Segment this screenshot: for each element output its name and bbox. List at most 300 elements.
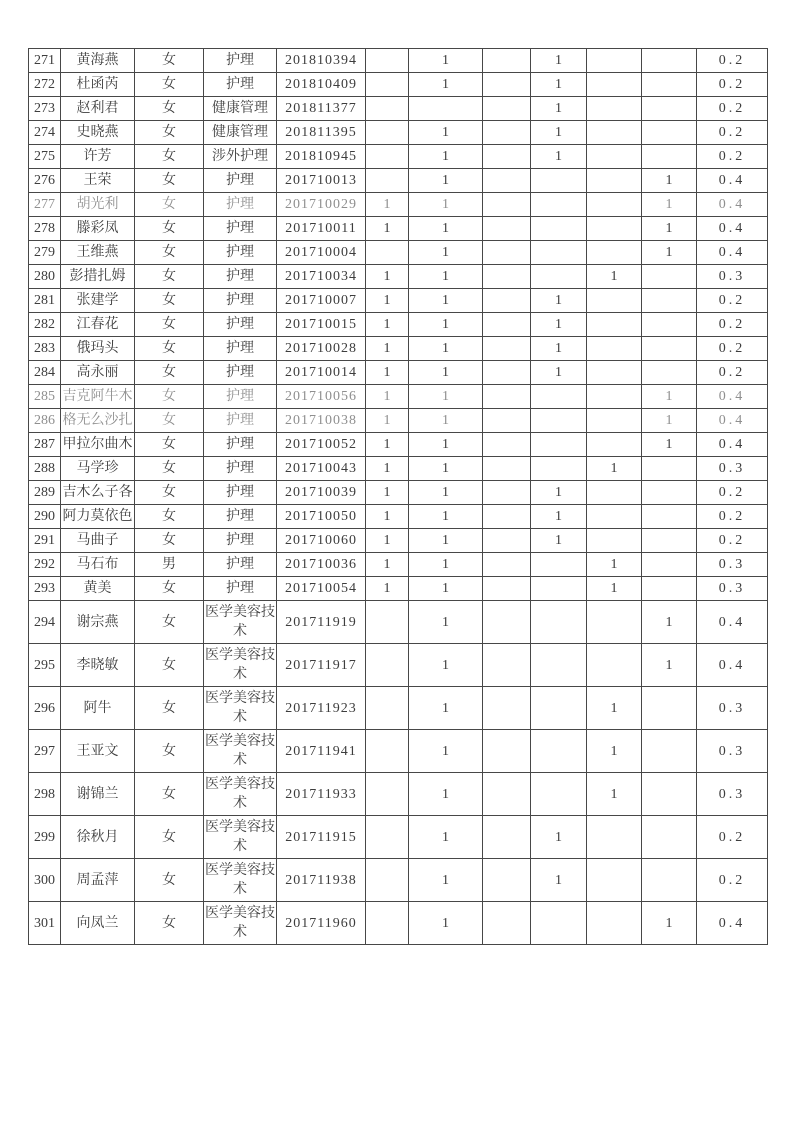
mark-cell-3: [483, 241, 531, 265]
mark-cell-5: [587, 505, 642, 529]
mark-cell-3: [483, 902, 531, 945]
mark-cell-6: 1: [642, 601, 697, 644]
row-number-cell: 291: [29, 529, 61, 553]
mark-cell-3: [483, 529, 531, 553]
mark-cell-4: 1: [531, 145, 587, 169]
student-id-cell: 201711919: [277, 601, 366, 644]
mark-cell-1: 1: [366, 433, 409, 457]
mark-cell-1: [366, 902, 409, 945]
student-name-cell: 甲拉尔曲木: [61, 433, 135, 457]
mark-cell-5: 1: [587, 457, 642, 481]
mark-cell-5: 1: [587, 730, 642, 773]
table-row: [29, 145, 768, 169]
mark-cell-5: [587, 97, 642, 121]
student-id-cell: 201710060: [277, 529, 366, 553]
mark-cell-5: [587, 49, 642, 73]
student-id-cell: 201710054: [277, 577, 366, 601]
score-cell: 0.4: [697, 902, 768, 945]
student-id-cell: 201711915: [277, 816, 366, 859]
score-cell: 0.4: [697, 433, 768, 457]
mark-cell-1: 1: [366, 337, 409, 361]
gender-cell: 女: [135, 169, 204, 193]
student-name-cell: 马曲子: [61, 529, 135, 553]
mark-cell-4: [531, 217, 587, 241]
mark-cell-1: 1: [366, 553, 409, 577]
mark-cell-4: 1: [531, 859, 587, 902]
row-number-cell: 298: [29, 773, 61, 816]
student-name-cell: 周孟萍: [61, 859, 135, 902]
mark-cell-2: 1: [409, 385, 483, 409]
mark-cell-3: [483, 687, 531, 730]
student-name-cell: 王荣: [61, 169, 135, 193]
mark-cell-2: 1: [409, 121, 483, 145]
student-id-cell: 201711938: [277, 859, 366, 902]
row-number-cell: 293: [29, 577, 61, 601]
gender-cell: 女: [135, 601, 204, 644]
mark-cell-2: 1: [409, 457, 483, 481]
mark-cell-2: 1: [409, 313, 483, 337]
mark-cell-5: 1: [587, 687, 642, 730]
row-number-cell: 286: [29, 409, 61, 433]
mark-cell-2: 1: [409, 644, 483, 687]
table-row: [29, 169, 768, 193]
mark-cell-5: [587, 529, 642, 553]
mark-cell-1: 1: [366, 217, 409, 241]
mark-cell-4: [531, 385, 587, 409]
gender-cell: 女: [135, 505, 204, 529]
mark-cell-2: 1: [409, 49, 483, 73]
major-cell: 护理: [204, 505, 277, 529]
mark-cell-2: 1: [409, 902, 483, 945]
student-id-cell: 201710052: [277, 433, 366, 457]
student-id-cell: 201711941: [277, 730, 366, 773]
mark-cell-6: [642, 687, 697, 730]
mark-cell-4: [531, 193, 587, 217]
gender-cell: 女: [135, 730, 204, 773]
mark-cell-4: 1: [531, 481, 587, 505]
mark-cell-1: [366, 145, 409, 169]
student-id-cell: 201710056: [277, 385, 366, 409]
mark-cell-5: [587, 145, 642, 169]
mark-cell-5: [587, 859, 642, 902]
gender-cell: 女: [135, 73, 204, 97]
mark-cell-4: 1: [531, 49, 587, 73]
mark-cell-1: [366, 241, 409, 265]
mark-cell-1: [366, 73, 409, 97]
table-row: [29, 816, 768, 859]
row-number-cell: 296: [29, 687, 61, 730]
table-row: [29, 601, 768, 644]
mark-cell-1: [366, 816, 409, 859]
student-name-cell: 李晓敏: [61, 644, 135, 687]
student-name-cell: 高永丽: [61, 361, 135, 385]
score-cell: 0.2: [697, 73, 768, 97]
mark-cell-3: [483, 816, 531, 859]
mark-cell-5: [587, 385, 642, 409]
student-id-cell: 201810409: [277, 73, 366, 97]
mark-cell-6: [642, 337, 697, 361]
mark-cell-2: 1: [409, 193, 483, 217]
table-row: [29, 193, 768, 217]
table-row: [29, 97, 768, 121]
score-cell: 0.2: [697, 97, 768, 121]
score-cell: 0.2: [697, 816, 768, 859]
table-row: [29, 241, 768, 265]
gender-cell: 女: [135, 773, 204, 816]
major-cell: 护理: [204, 385, 277, 409]
major-cell: 涉外护理: [204, 145, 277, 169]
table-row: [29, 529, 768, 553]
mark-cell-3: [483, 217, 531, 241]
mark-cell-1: [366, 773, 409, 816]
mark-cell-2: 1: [409, 577, 483, 601]
mark-cell-2: 1: [409, 816, 483, 859]
mark-cell-2: 1: [409, 687, 483, 730]
mark-cell-1: 1: [366, 409, 409, 433]
mark-cell-4: 1: [531, 816, 587, 859]
row-number-cell: 292: [29, 553, 61, 577]
table-body: [29, 49, 768, 945]
mark-cell-1: 1: [366, 385, 409, 409]
score-cell: 0.4: [697, 169, 768, 193]
mark-cell-3: [483, 193, 531, 217]
major-cell: 护理: [204, 457, 277, 481]
major-cell: 医学美容技术: [204, 601, 277, 644]
mark-cell-1: 1: [366, 481, 409, 505]
row-number-cell: 288: [29, 457, 61, 481]
mark-cell-4: 1: [531, 121, 587, 145]
student-name-cell: 彭措扎姆: [61, 265, 135, 289]
gender-cell: 女: [135, 529, 204, 553]
mark-cell-5: [587, 481, 642, 505]
row-number-cell: 279: [29, 241, 61, 265]
major-cell: 医学美容技术: [204, 644, 277, 687]
mark-cell-3: [483, 553, 531, 577]
student-id-cell: 201710007: [277, 289, 366, 313]
table-row: [29, 773, 768, 816]
student-name-cell: 史晓燕: [61, 121, 135, 145]
table-row: [29, 385, 768, 409]
mark-cell-6: [642, 313, 697, 337]
row-number-cell: 281: [29, 289, 61, 313]
mark-cell-5: [587, 217, 642, 241]
gender-cell: 女: [135, 481, 204, 505]
student-name-cell: 赵利君: [61, 97, 135, 121]
mark-cell-4: 1: [531, 73, 587, 97]
student-name-cell: 许芳: [61, 145, 135, 169]
mark-cell-2: 1: [409, 481, 483, 505]
student-id-cell: 201710043: [277, 457, 366, 481]
student-name-cell: 滕彩凤: [61, 217, 135, 241]
gender-cell: 女: [135, 902, 204, 945]
mark-cell-3: [483, 337, 531, 361]
mark-cell-5: [587, 313, 642, 337]
row-number-cell: 273: [29, 97, 61, 121]
student-name-cell: 向凤兰: [61, 902, 135, 945]
mark-cell-6: 1: [642, 193, 697, 217]
gender-cell: 女: [135, 193, 204, 217]
score-cell: 0.4: [697, 193, 768, 217]
mark-cell-6: 1: [642, 644, 697, 687]
mark-cell-1: 1: [366, 577, 409, 601]
mark-cell-3: [483, 859, 531, 902]
score-cell: 0.2: [697, 145, 768, 169]
major-cell: 医学美容技术: [204, 773, 277, 816]
gender-cell: 女: [135, 121, 204, 145]
row-number-cell: 271: [29, 49, 61, 73]
student-name-cell: 王维燕: [61, 241, 135, 265]
mark-cell-6: [642, 577, 697, 601]
mark-cell-3: [483, 385, 531, 409]
major-cell: 护理: [204, 73, 277, 97]
student-name-cell: 杜函芮: [61, 73, 135, 97]
student-name-cell: 阿牛: [61, 687, 135, 730]
major-cell: 医学美容技术: [204, 816, 277, 859]
mark-cell-5: [587, 169, 642, 193]
mark-cell-6: 1: [642, 433, 697, 457]
mark-cell-3: [483, 145, 531, 169]
major-cell: 护理: [204, 193, 277, 217]
mark-cell-5: 1: [587, 577, 642, 601]
mark-cell-4: [531, 553, 587, 577]
major-cell: 医学美容技术: [204, 687, 277, 730]
student-name-cell: 马学珍: [61, 457, 135, 481]
table-row: [29, 859, 768, 902]
mark-cell-1: 1: [366, 289, 409, 313]
mark-cell-6: [642, 73, 697, 97]
mark-cell-6: [642, 481, 697, 505]
major-cell: 护理: [204, 529, 277, 553]
table-row: [29, 49, 768, 73]
mark-cell-2: 1: [409, 217, 483, 241]
mark-cell-1: [366, 687, 409, 730]
major-cell: 护理: [204, 169, 277, 193]
mark-cell-3: [483, 644, 531, 687]
student-id-cell: 201710038: [277, 409, 366, 433]
mark-cell-2: [409, 97, 483, 121]
mark-cell-2: 1: [409, 169, 483, 193]
mark-cell-2: 1: [409, 505, 483, 529]
row-number-cell: 276: [29, 169, 61, 193]
student-id-cell: 201811377: [277, 97, 366, 121]
mark-cell-6: [642, 49, 697, 73]
mark-cell-5: [587, 601, 642, 644]
mark-cell-5: 1: [587, 553, 642, 577]
mark-cell-6: 1: [642, 409, 697, 433]
student-name-cell: 张建学: [61, 289, 135, 313]
row-number-cell: 297: [29, 730, 61, 773]
row-number-cell: 278: [29, 217, 61, 241]
mark-cell-4: [531, 433, 587, 457]
major-cell: 护理: [204, 313, 277, 337]
mark-cell-6: [642, 457, 697, 481]
score-cell: 0.2: [697, 859, 768, 902]
mark-cell-2: 1: [409, 145, 483, 169]
mark-cell-1: [366, 49, 409, 73]
mark-cell-3: [483, 505, 531, 529]
mark-cell-6: 1: [642, 241, 697, 265]
student-name-cell: 胡光利: [61, 193, 135, 217]
student-name-cell: 黄美: [61, 577, 135, 601]
mark-cell-3: [483, 361, 531, 385]
row-number-cell: 300: [29, 859, 61, 902]
mark-cell-3: [483, 289, 531, 313]
gender-cell: 女: [135, 816, 204, 859]
score-cell: 0.4: [697, 385, 768, 409]
gender-cell: 女: [135, 859, 204, 902]
student-id-cell: 201710039: [277, 481, 366, 505]
major-cell: 健康管理: [204, 97, 277, 121]
major-cell: 护理: [204, 409, 277, 433]
mark-cell-3: [483, 409, 531, 433]
row-number-cell: 299: [29, 816, 61, 859]
mark-cell-6: [642, 553, 697, 577]
mark-cell-1: [366, 97, 409, 121]
student-id-cell: 201710011: [277, 217, 366, 241]
mark-cell-6: [642, 816, 697, 859]
row-number-cell: 277: [29, 193, 61, 217]
mark-cell-3: [483, 730, 531, 773]
mark-cell-1: 1: [366, 193, 409, 217]
mark-cell-4: [531, 577, 587, 601]
mark-cell-6: [642, 505, 697, 529]
mark-cell-6: [642, 730, 697, 773]
major-cell: 医学美容技术: [204, 859, 277, 902]
mark-cell-2: 1: [409, 529, 483, 553]
mark-cell-2: 1: [409, 265, 483, 289]
student-id-cell: 201710029: [277, 193, 366, 217]
mark-cell-3: [483, 457, 531, 481]
major-cell: 护理: [204, 361, 277, 385]
score-cell: 0.4: [697, 409, 768, 433]
major-cell: 护理: [204, 49, 277, 73]
mark-cell-4: 1: [531, 313, 587, 337]
major-cell: 护理: [204, 433, 277, 457]
mark-cell-4: [531, 687, 587, 730]
table-row: [29, 289, 768, 313]
gender-cell: 女: [135, 313, 204, 337]
major-cell: 护理: [204, 553, 277, 577]
table-row: [29, 313, 768, 337]
gender-cell: 女: [135, 385, 204, 409]
student-name-cell: 俄玛头: [61, 337, 135, 361]
table-row: [29, 644, 768, 687]
score-cell: 0.2: [697, 361, 768, 385]
mark-cell-4: [531, 644, 587, 687]
mark-cell-6: 1: [642, 902, 697, 945]
row-number-cell: 284: [29, 361, 61, 385]
gender-cell: 女: [135, 577, 204, 601]
mark-cell-6: [642, 97, 697, 121]
mark-cell-5: 1: [587, 265, 642, 289]
table-row: [29, 361, 768, 385]
mark-cell-3: [483, 169, 531, 193]
mark-cell-1: [366, 644, 409, 687]
student-name-cell: 阿力莫依色: [61, 505, 135, 529]
student-name-cell: 格无么沙扎: [61, 409, 135, 433]
student-name-cell: 王亚文: [61, 730, 135, 773]
mark-cell-5: [587, 121, 642, 145]
student-id-cell: 201710004: [277, 241, 366, 265]
gender-cell: 女: [135, 289, 204, 313]
mark-cell-2: 1: [409, 730, 483, 773]
major-cell: 护理: [204, 241, 277, 265]
mark-cell-4: [531, 902, 587, 945]
table-row: [29, 457, 768, 481]
row-number-cell: 287: [29, 433, 61, 457]
score-cell: 0.2: [697, 313, 768, 337]
mark-cell-6: 1: [642, 385, 697, 409]
mark-cell-3: [483, 121, 531, 145]
mark-cell-4: 1: [531, 337, 587, 361]
gender-cell: 女: [135, 49, 204, 73]
score-cell: 0.2: [697, 481, 768, 505]
student-name-cell: 谢锦兰: [61, 773, 135, 816]
score-cell: 0.3: [697, 687, 768, 730]
row-number-cell: 283: [29, 337, 61, 361]
mark-cell-3: [483, 97, 531, 121]
score-cell: 0.2: [697, 529, 768, 553]
student-id-cell: 201811395: [277, 121, 366, 145]
mark-cell-5: [587, 816, 642, 859]
score-cell: 0.3: [697, 457, 768, 481]
score-cell: 0.4: [697, 601, 768, 644]
gender-cell: 男: [135, 553, 204, 577]
mark-cell-3: [483, 433, 531, 457]
gender-cell: 女: [135, 409, 204, 433]
score-cell: 0.2: [697, 49, 768, 73]
row-number-cell: 294: [29, 601, 61, 644]
row-number-cell: 272: [29, 73, 61, 97]
mark-cell-2: 1: [409, 433, 483, 457]
mark-cell-3: [483, 265, 531, 289]
mark-cell-5: [587, 409, 642, 433]
row-number-cell: 282: [29, 313, 61, 337]
score-cell: 0.3: [697, 265, 768, 289]
student-id-cell: 201710034: [277, 265, 366, 289]
mark-cell-4: [531, 169, 587, 193]
gender-cell: 女: [135, 241, 204, 265]
student-id-cell: 201711933: [277, 773, 366, 816]
mark-cell-4: [531, 601, 587, 644]
score-cell: 0.3: [697, 577, 768, 601]
mark-cell-4: [531, 457, 587, 481]
student-name-cell: 马石布: [61, 553, 135, 577]
student-name-cell: 徐秋月: [61, 816, 135, 859]
row-number-cell: 289: [29, 481, 61, 505]
mark-cell-5: [587, 902, 642, 945]
gender-cell: 女: [135, 644, 204, 687]
mark-cell-5: [587, 644, 642, 687]
mark-cell-1: 1: [366, 265, 409, 289]
mark-cell-3: [483, 49, 531, 73]
mark-cell-5: [587, 337, 642, 361]
mark-cell-1: 1: [366, 505, 409, 529]
major-cell: 护理: [204, 217, 277, 241]
mark-cell-6: [642, 361, 697, 385]
student-id-cell: 201810945: [277, 145, 366, 169]
table-row: [29, 409, 768, 433]
mark-cell-2: 1: [409, 409, 483, 433]
student-name-cell: 谢宗燕: [61, 601, 135, 644]
student-id-cell: 201711960: [277, 902, 366, 945]
mark-cell-3: [483, 773, 531, 816]
row-number-cell: 301: [29, 902, 61, 945]
table-row: [29, 121, 768, 145]
student-id-cell: 201710015: [277, 313, 366, 337]
mark-cell-1: 1: [366, 457, 409, 481]
mark-cell-5: [587, 241, 642, 265]
